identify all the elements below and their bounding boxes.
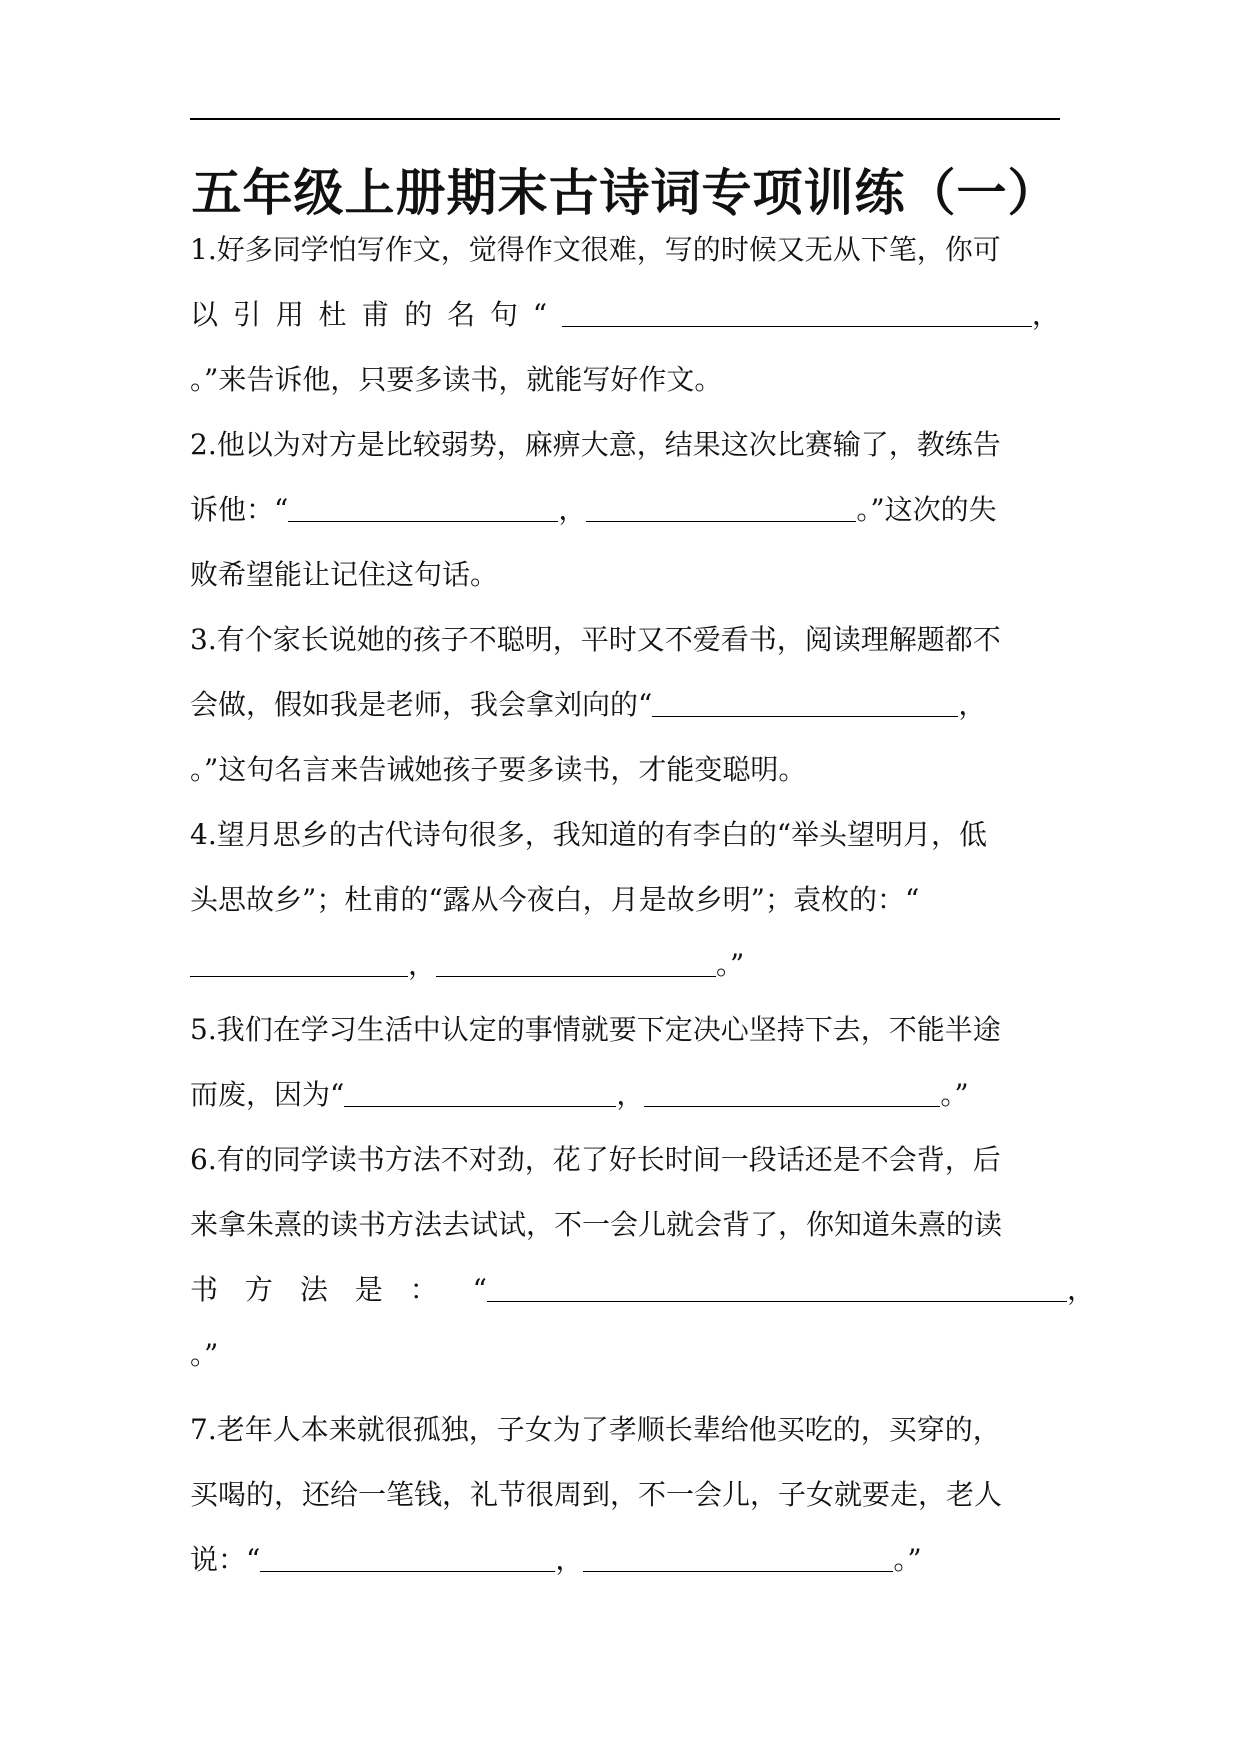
- answer-blank[interactable]: [652, 680, 958, 717]
- q1-char: 名: [447, 298, 476, 331]
- answer-blank[interactable]: [562, 290, 1032, 327]
- q1-char: “: [532, 298, 548, 331]
- q1-char: 甫: [361, 298, 390, 331]
- q5-prefix: 而废，因为“: [190, 1078, 345, 1111]
- q7-line2: 买喝的，还给一笔钱，礼节很周到，不一会儿，子女就要走，老人: [190, 1478, 1003, 1511]
- q6-line4: 。”: [190, 1338, 219, 1371]
- answer-blank[interactable]: [586, 485, 856, 522]
- answer-blank[interactable]: [288, 485, 558, 522]
- q4-line3: [190, 940, 1060, 990]
- q3-line3: 。”这句名言来告诫她孩子要多读书，才能变聪明。: [190, 753, 807, 786]
- q2-line3: 败希望能让记住这句话。: [190, 558, 499, 591]
- q1-punct: ，: [1031, 298, 1060, 331]
- q3-line2: [190, 680, 1060, 730]
- q7-line1: 7.老年人本来就很孤独，子女为了孝顺长辈给他买吃的，买穿的，: [190, 1413, 1001, 1446]
- q6-char: 是: [354, 1273, 383, 1306]
- q5-line1: 5.我们在学习生活中认定的事情就要下定决心坚持下去，不能半途: [190, 1013, 1001, 1046]
- answer-blank[interactable]: [260, 1535, 555, 1572]
- q7-comma: ，: [555, 1543, 584, 1576]
- q7-suffix: 。”: [893, 1543, 922, 1576]
- q6-char: ：: [409, 1273, 438, 1306]
- answer-blank[interactable]: [487, 1265, 1067, 1302]
- q1-char: 的: [404, 298, 433, 331]
- page-title: 五年级上册期末古诗词专项训练（一）: [191, 164, 1059, 222]
- q4-line2: 头思故乡”；杜甫的“露从今夜白，月是故乡明”；袁枚的：“: [190, 883, 920, 916]
- q4-line1: 4.望月思乡的古代诗句很多，我知道的有李白的“举头望明月，低: [190, 818, 988, 851]
- q6-char: “: [472, 1273, 487, 1306]
- q7-prefix: 说：“: [190, 1543, 261, 1576]
- q1-char: 句: [489, 298, 518, 331]
- q6-comma: ，: [1066, 1273, 1095, 1306]
- q3-prefix: 会做，假如我是老师，我会拿刘向的“: [190, 688, 653, 721]
- q1-char: 用: [275, 298, 304, 331]
- q2-suffix: 。”这次的失: [856, 493, 997, 526]
- q6-line3: [190, 1265, 1095, 1315]
- header-rule: [190, 118, 1060, 120]
- q3-comma: ，: [958, 688, 987, 721]
- answer-blank[interactable]: [644, 1070, 940, 1107]
- answer-blank[interactable]: [436, 940, 716, 977]
- q1-line3: 。”来告诉他，只要多读书，就能写好作文。: [190, 363, 723, 396]
- q1-line2: [190, 290, 1060, 340]
- q2-prefix: 诉他：“: [190, 493, 289, 526]
- q2-line2: [190, 485, 1060, 535]
- answer-blank[interactable]: [344, 1070, 616, 1107]
- q1-char: 以: [190, 298, 219, 331]
- q5-line2: [190, 1070, 1060, 1120]
- answer-blank[interactable]: [190, 940, 408, 977]
- q6-char: 书: [190, 1273, 219, 1306]
- q5-suffix: 。”: [940, 1078, 969, 1111]
- q6-line1: 6.有的同学读书方法不对劲，花了好长时间一段话还是不会背，后: [190, 1143, 1001, 1176]
- q3-line1: 3.有个家长说她的孩子不聪明，平时又不爱看书，阅读理解题都不: [190, 623, 1001, 656]
- q2-line1: 2.他以为对方是比较弱势，麻痹大意，结果这次比赛输了，教练告: [190, 428, 1001, 461]
- answer-blank[interactable]: [583, 1535, 893, 1572]
- q2-comma: ，: [558, 493, 587, 526]
- q6-char: 方: [244, 1273, 273, 1306]
- q1-char: 引: [232, 298, 261, 331]
- q4-comma: ，: [408, 948, 437, 981]
- q7-line3: [190, 1535, 1060, 1585]
- q4-suffix: 。”: [716, 948, 745, 981]
- q6-char: 法: [299, 1273, 328, 1306]
- q6-line2: 来拿朱熹的读书方法去试试，不一会儿就会背了，你知道朱熹的读: [190, 1208, 1003, 1241]
- q5-comma: ，: [616, 1078, 645, 1111]
- q1-line1: 1.好多同学怕写作文，觉得作文很难，写的时候又无从下笔，你可: [190, 233, 1001, 266]
- q1-char: 杜: [318, 298, 347, 331]
